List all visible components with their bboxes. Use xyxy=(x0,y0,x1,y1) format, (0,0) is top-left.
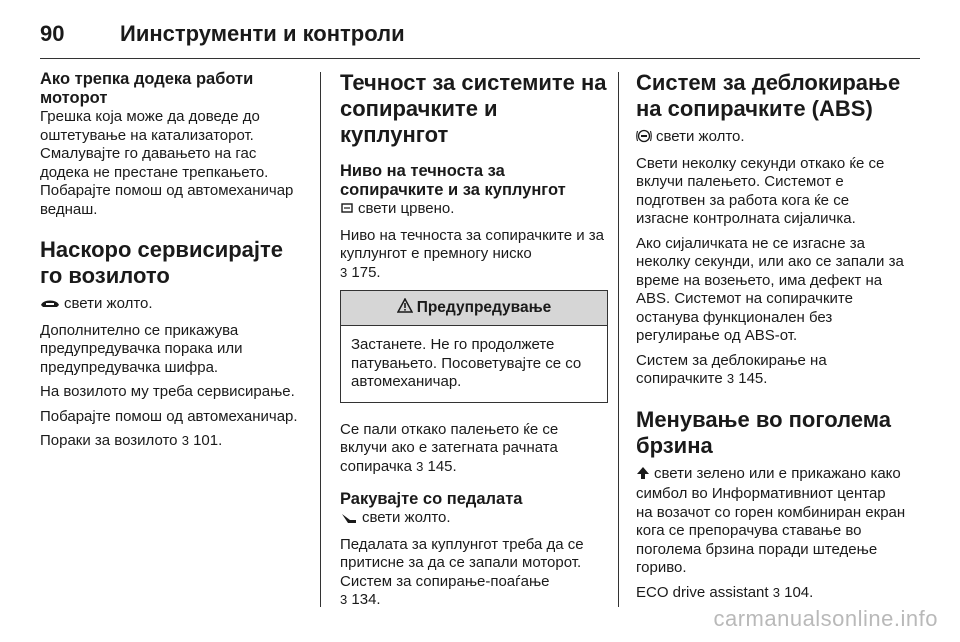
page-ref-link[interactable]: 134. xyxy=(351,591,381,608)
paragraph-with-ref xyxy=(636,352,906,389)
paragraph: Побарајте помош од автомеханичар. xyxy=(40,407,298,425)
page-ref-link[interactable]: 145. xyxy=(738,370,768,387)
section-heading-brake-fluid: Течност за системите на сопирачките и куплунгот xyxy=(340,70,607,147)
page-ref-link[interactable]: 145. xyxy=(427,457,457,475)
paragraph: Ако сијаличката не се изгасне за неколку секунди, или ако се запали за време на возењето, има дефект на ABS. Системот на сопирачките останува функционален без регулирање од ABS-от. xyxy=(636,234,904,344)
paragraph-with-ref xyxy=(340,421,608,477)
icon-line-text: свети зелено или е прикажано како симбол во Информативниот центар на возачот со горен комбиниран екран кога се препорачува ставање во поголема брзина поради штедење гориво. xyxy=(636,464,906,576)
warning-box xyxy=(340,290,608,403)
page-ref xyxy=(340,264,608,283)
paragraph: На возилото му треба сервисирање. xyxy=(40,383,295,400)
icon-line xyxy=(340,200,608,221)
warning-header xyxy=(341,291,607,326)
page-ref-arrow-icon: 3 xyxy=(181,433,189,448)
section-heading-abs: Систем за деблокирање на сопирачките (ABS) xyxy=(636,70,901,121)
paragraph: Педалата за куплунгот треба да се притисне за да се запали моторот. Систем за сопирање-поаѓање xyxy=(340,535,584,590)
brake-fluid-icon xyxy=(340,201,354,221)
paragraph: Дополнително се прикажува предупредувачка порака или предупредувачка шифра. xyxy=(40,321,243,376)
page-ref-arrow-icon: 3 xyxy=(416,458,424,474)
ref-text: Се пали откако палењето ќе се вклучи ако е затегната рачната сопирачка xyxy=(340,420,559,475)
warning-title: Предупредување xyxy=(416,298,552,316)
page-ref-link[interactable]: 104. xyxy=(784,583,814,601)
icon-line xyxy=(340,509,608,530)
upshift-arrow-icon xyxy=(636,466,650,486)
page-ref-arrow-icon: 3 xyxy=(726,371,735,386)
icon-line-text: свети жолто. xyxy=(64,295,153,312)
page-ref-link[interactable]: 175. xyxy=(351,263,381,281)
icon-line-text: свети жолто. xyxy=(362,509,451,526)
ref-text: Систем за деблокирање на сопирачките xyxy=(636,351,827,387)
paragraph-with-ref xyxy=(40,432,308,451)
page-number: 90 xyxy=(40,21,65,46)
page-title: Иинструменти и контроли xyxy=(120,21,405,46)
column-2 xyxy=(340,70,608,610)
watermark: carmanualsonline.info xyxy=(713,606,938,631)
column-divider-2 xyxy=(618,72,619,607)
page-ref xyxy=(340,591,608,610)
icon-line-text: свети црвено. xyxy=(358,200,455,217)
paragraph-with-ref xyxy=(636,584,906,603)
ref-text: Пораки за возилото xyxy=(40,432,178,449)
pedal-icon xyxy=(340,511,358,530)
page-ref-link[interactable]: 101. xyxy=(193,432,223,449)
subsection-heading: Ниво на течноста за сопирачките и за куплунгот xyxy=(340,162,566,199)
column-divider-1 xyxy=(320,72,321,607)
warning-text: Застанете. Не го продолжете патувањето. Посоветувајте се со автомеханичар. xyxy=(351,336,582,390)
ref-text: ECO drive assistant xyxy=(636,583,769,601)
icon-line xyxy=(636,465,906,578)
paragraph: Грешка која може да доведе до оштетување на катализаторот. Смалувајте го давањето на гас додека не престане трепкањето. Побарајте помош од автомеханичар веднаш. xyxy=(40,108,294,218)
wrench-car-icon xyxy=(40,297,60,316)
warning-triangle-icon xyxy=(397,298,413,319)
column-3 xyxy=(636,70,906,602)
page-header xyxy=(40,14,405,54)
section-heading-gear-shift: Менување во поголема брзина xyxy=(636,406,891,458)
section-heading-flashing: Ако трепка додека работи моторот xyxy=(40,70,254,107)
column-1 xyxy=(40,70,308,451)
icon-line-text: свети жолто. xyxy=(656,128,745,145)
page-ref-arrow-icon: 3 xyxy=(340,592,348,607)
page-ref-arrow-icon: 3 xyxy=(772,584,780,600)
section-heading-service: Наскоро сервисирајте го возилото xyxy=(40,237,284,288)
icon-line xyxy=(40,295,308,316)
abs-icon xyxy=(636,129,652,149)
page-ref-arrow-icon: 3 xyxy=(340,264,348,280)
section-heading-pedal: Ракувајте со педалата xyxy=(340,490,523,508)
header-divider xyxy=(40,58,920,59)
icon-line xyxy=(636,128,906,149)
paragraph: Свети неколку секунди откако ќе се вклучи палењето. Системот е подготвен за работа кога ќе се изгасне контролната сијаличка. xyxy=(636,154,885,227)
paragraph: Ниво на течноста за сопирачките и за куплунгот е премногу ниско xyxy=(340,226,605,262)
